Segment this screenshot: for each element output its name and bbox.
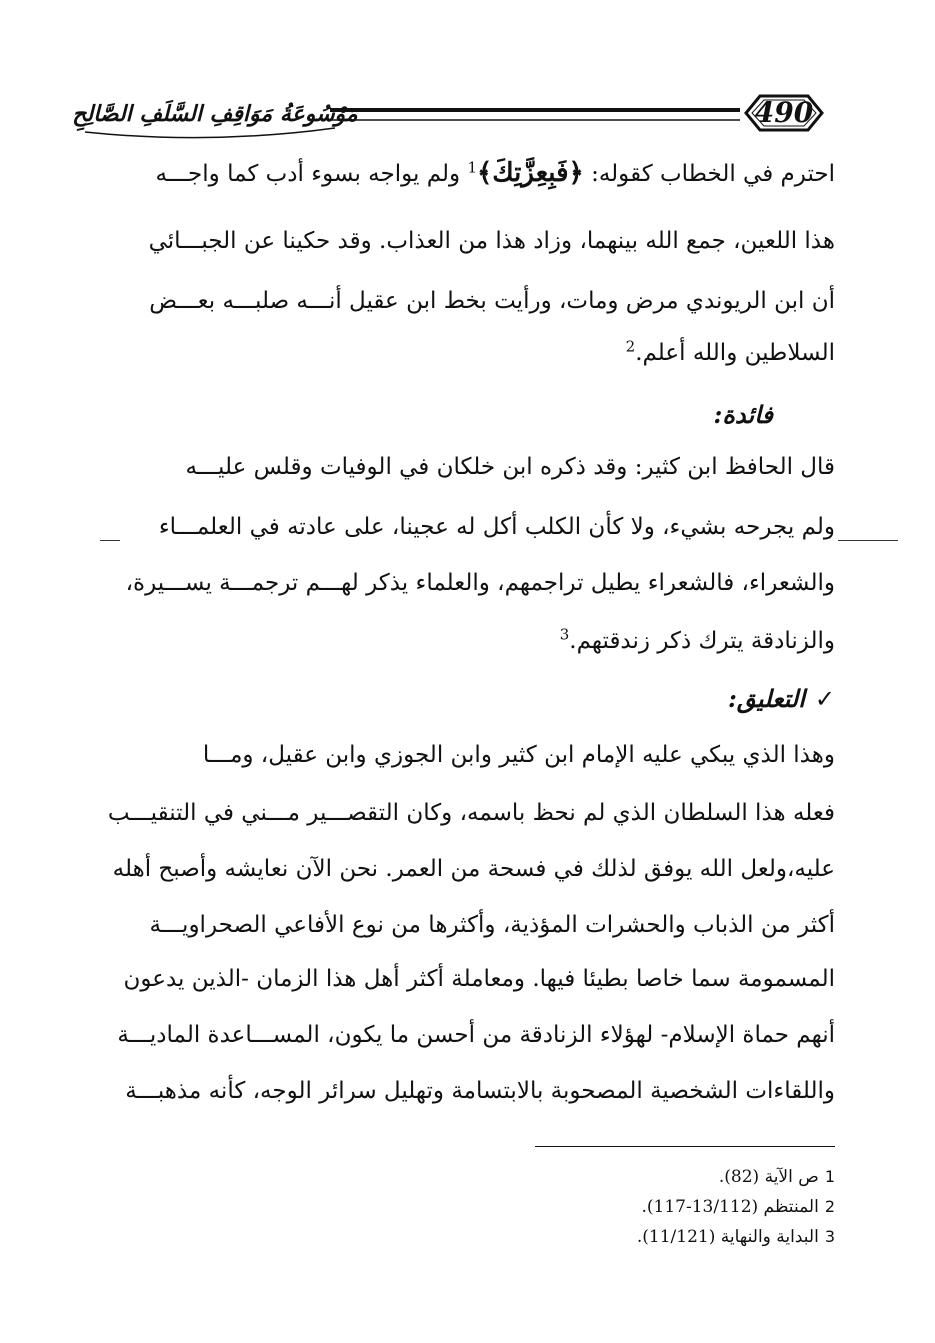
main-text [100, 0, 835, 1343]
text-line: أن ابن الريوندي مرض ومات، ورأيت بخط ابن عقيل أنـــه صلبـــه بعـــض [149, 288, 835, 314]
text-line: احترم في الخطاب كقوله: ﴿فَبِعِزَّتِكَ﴾$^1$ ولم يواجه بسوء أدب كما واجـــه [155, 158, 835, 188]
text-line: عليه،ولعل الله يوفق لذلك في فسحة من العمر. نحن الآن نعايشه وأصبح أهله [112, 856, 835, 882]
text-line: والزنادقة يترك ذكر زندقتهم.$^3$ [559, 625, 835, 654]
footnote-ref: 2 [625, 337, 636, 356]
footnote: 1ص الآية (82). [718, 1167, 835, 1187]
text-line: أنهم حماة الإسلام- لهؤلاء الزنادقة من أحسن ما يكون، المســـاعدة الماديـــة [117, 1022, 835, 1048]
checkmark-icon: ✓ [814, 685, 835, 713]
text-line: قال الحافظ ابن كثير: وقد ذكره ابن خلكان في الوفيات وقلس عليـــه [185, 454, 835, 480]
margin-mark [838, 540, 898, 541]
quran-verse: ﴿فَبِعِزَّتِكَ﴾ [477, 158, 584, 188]
heading-faida: فائدة: [713, 400, 773, 429]
text-line: واللقاءات الشخصية المصحوبة بالابتسامة وتهليل سرائر الوجه، كأنه مذهبـــة [125, 1078, 835, 1104]
text-line: فعله هذا السلطان الذي لم نحظ باسمه، وكان التقصـــير مـــني في التنقيـــب [107, 800, 835, 826]
text-line: هذا اللعين، جمع الله بينهما، وزاد هذا من العذاب. وقد حكينا عن الجبـــائي [148, 228, 835, 254]
footnotes [435, 1162, 835, 1252]
page-number: 490 [754, 95, 814, 129]
running-title: مَوْسُوعَةُ مَوَاقِفِ السَّلَفِ الصَّالِحِ [72, 101, 358, 127]
text-line: وهذا الذي يبكي عليه الإمام ابن كثير وابن الجوزي وابن عقيل، ومـــا [202, 742, 835, 768]
text-line: ولم يجرحه بشيء، ولا كأن الكلب أكل له عجينا، على عادته في العلمـــاء [158, 514, 835, 540]
footnote-ref: 3 [559, 625, 570, 644]
text-line: السلاطين والله أعلم.$^2$ [625, 337, 835, 366]
text-line: والشعراء، فالشعراء يطيل تراجمهم، والعلماء يذكر لهـــم ترجمـــة يســـيرة، [125, 570, 835, 596]
footnote-separator [535, 1146, 835, 1147]
text-line: المسمومة سما خاصا بطيئا فيها. ومعاملة أكثر أهل هذا الزمان -الذين يدعون [123, 966, 835, 992]
footnote: 3البداية والنهاية (11/121). [636, 1227, 835, 1247]
margin-mark [100, 540, 120, 541]
heading-taliq: ✓التعليق: [728, 684, 835, 713]
footnote: 2المنتظم (13/112-117). [641, 1197, 835, 1217]
footnote-ref: 1 [467, 158, 477, 177]
text-line: أكثر من الذباب والحشرات المؤذية، وأكثرها من نوع الأفاعي الصحراويـــة [149, 912, 835, 938]
